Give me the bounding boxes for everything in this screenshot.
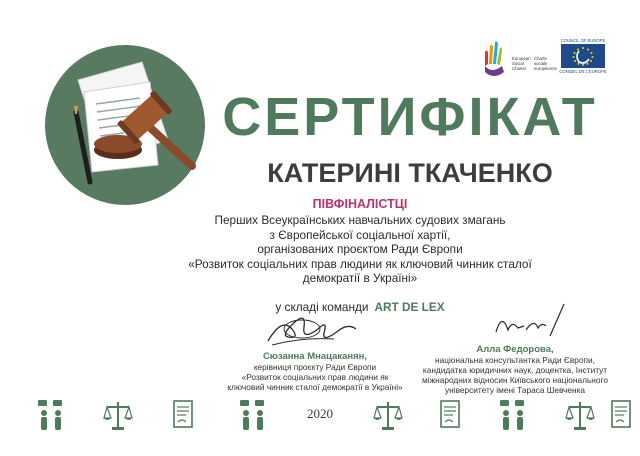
signer-mnatsakanian [220,352,410,392]
description-line: «Розвиток соціальних прав людини як ключовий чинник сталої [188,256,532,271]
raised-hands-icon [482,40,510,80]
signer-title-line: національна консультантка Ради Європи, [435,355,595,365]
certificate-description [150,213,570,286]
scales-icon [373,398,403,432]
signer-name: Сюзанна Мнацаканян, [262,351,368,362]
signer-fedorova [410,345,620,395]
description-line: організованих проєктом Ради Європи [257,242,463,256]
people-talking-icon [36,398,66,432]
document-icon [168,398,198,432]
scales-icon [103,398,133,432]
people-talking-icon [498,398,528,432]
certificate-year: 2020 [307,406,333,421]
description-line: Перших Всеукраїнських навчальних судових змагань [214,213,506,227]
signer-title-line: керівниця проєкту Ради Європи [253,362,377,372]
team-prefix: у складі команди [275,300,369,314]
esc-caption-line-fr-1: Charte [534,56,547,61]
signer-name: Алла Федорова, [476,344,554,355]
esc-caption [512,56,531,71]
scales-icon [565,398,595,432]
coe-caption-fr: CONSEIL DE L'EUROPE [559,69,607,74]
signature-fedorova-icon [490,300,570,348]
recipient-name: КАТЕРИНІ ТКАЧЕНКО [267,158,553,188]
people-talking-icon [238,398,268,432]
team-name: ART DE LEX [374,300,445,314]
gavel-documents-emblem-icon [40,40,210,210]
esc-caption-line-fr-3: européenne [534,66,557,71]
signer-title-line: кандидатка юридичних наук, доцентка, Інститут [422,365,608,375]
esc-caption-line-fr-2: sociale [534,61,548,66]
esc-caption-fr [534,56,557,71]
recipient-role: ПІВФІНАЛІСТЦІ [312,197,408,211]
certificate-title: СЕРТИФІКАТ [222,87,598,147]
signer-title-line: університету імені Тараса Шевченка [445,385,585,395]
european-social-charter-logo [482,40,557,82]
esc-caption-line-en-1: European [512,56,531,61]
signer-title-line: міжнародних відносин Київського національного [422,375,608,385]
esc-caption-line-en-2: Social [512,61,524,66]
coe-stars-icon [561,44,605,68]
council-of-europe-logo [558,38,608,80]
signer-title-line: «Розвиток соціальних прав людини як [241,372,389,382]
document-icon [435,398,465,432]
signer-title-line: ключовий чинник сталої демократії в Україні» [227,382,403,392]
esc-caption-line-en-3: Charter [512,66,527,71]
description-line: з Європейської соціальної хартії, [269,227,451,242]
coe-caption-en: COUNCIL OF EUROPE [560,38,606,43]
signature-mnatsakanian-icon [262,307,362,352]
document-icon [606,398,636,432]
description-line: демократії в Україні» [302,271,418,285]
